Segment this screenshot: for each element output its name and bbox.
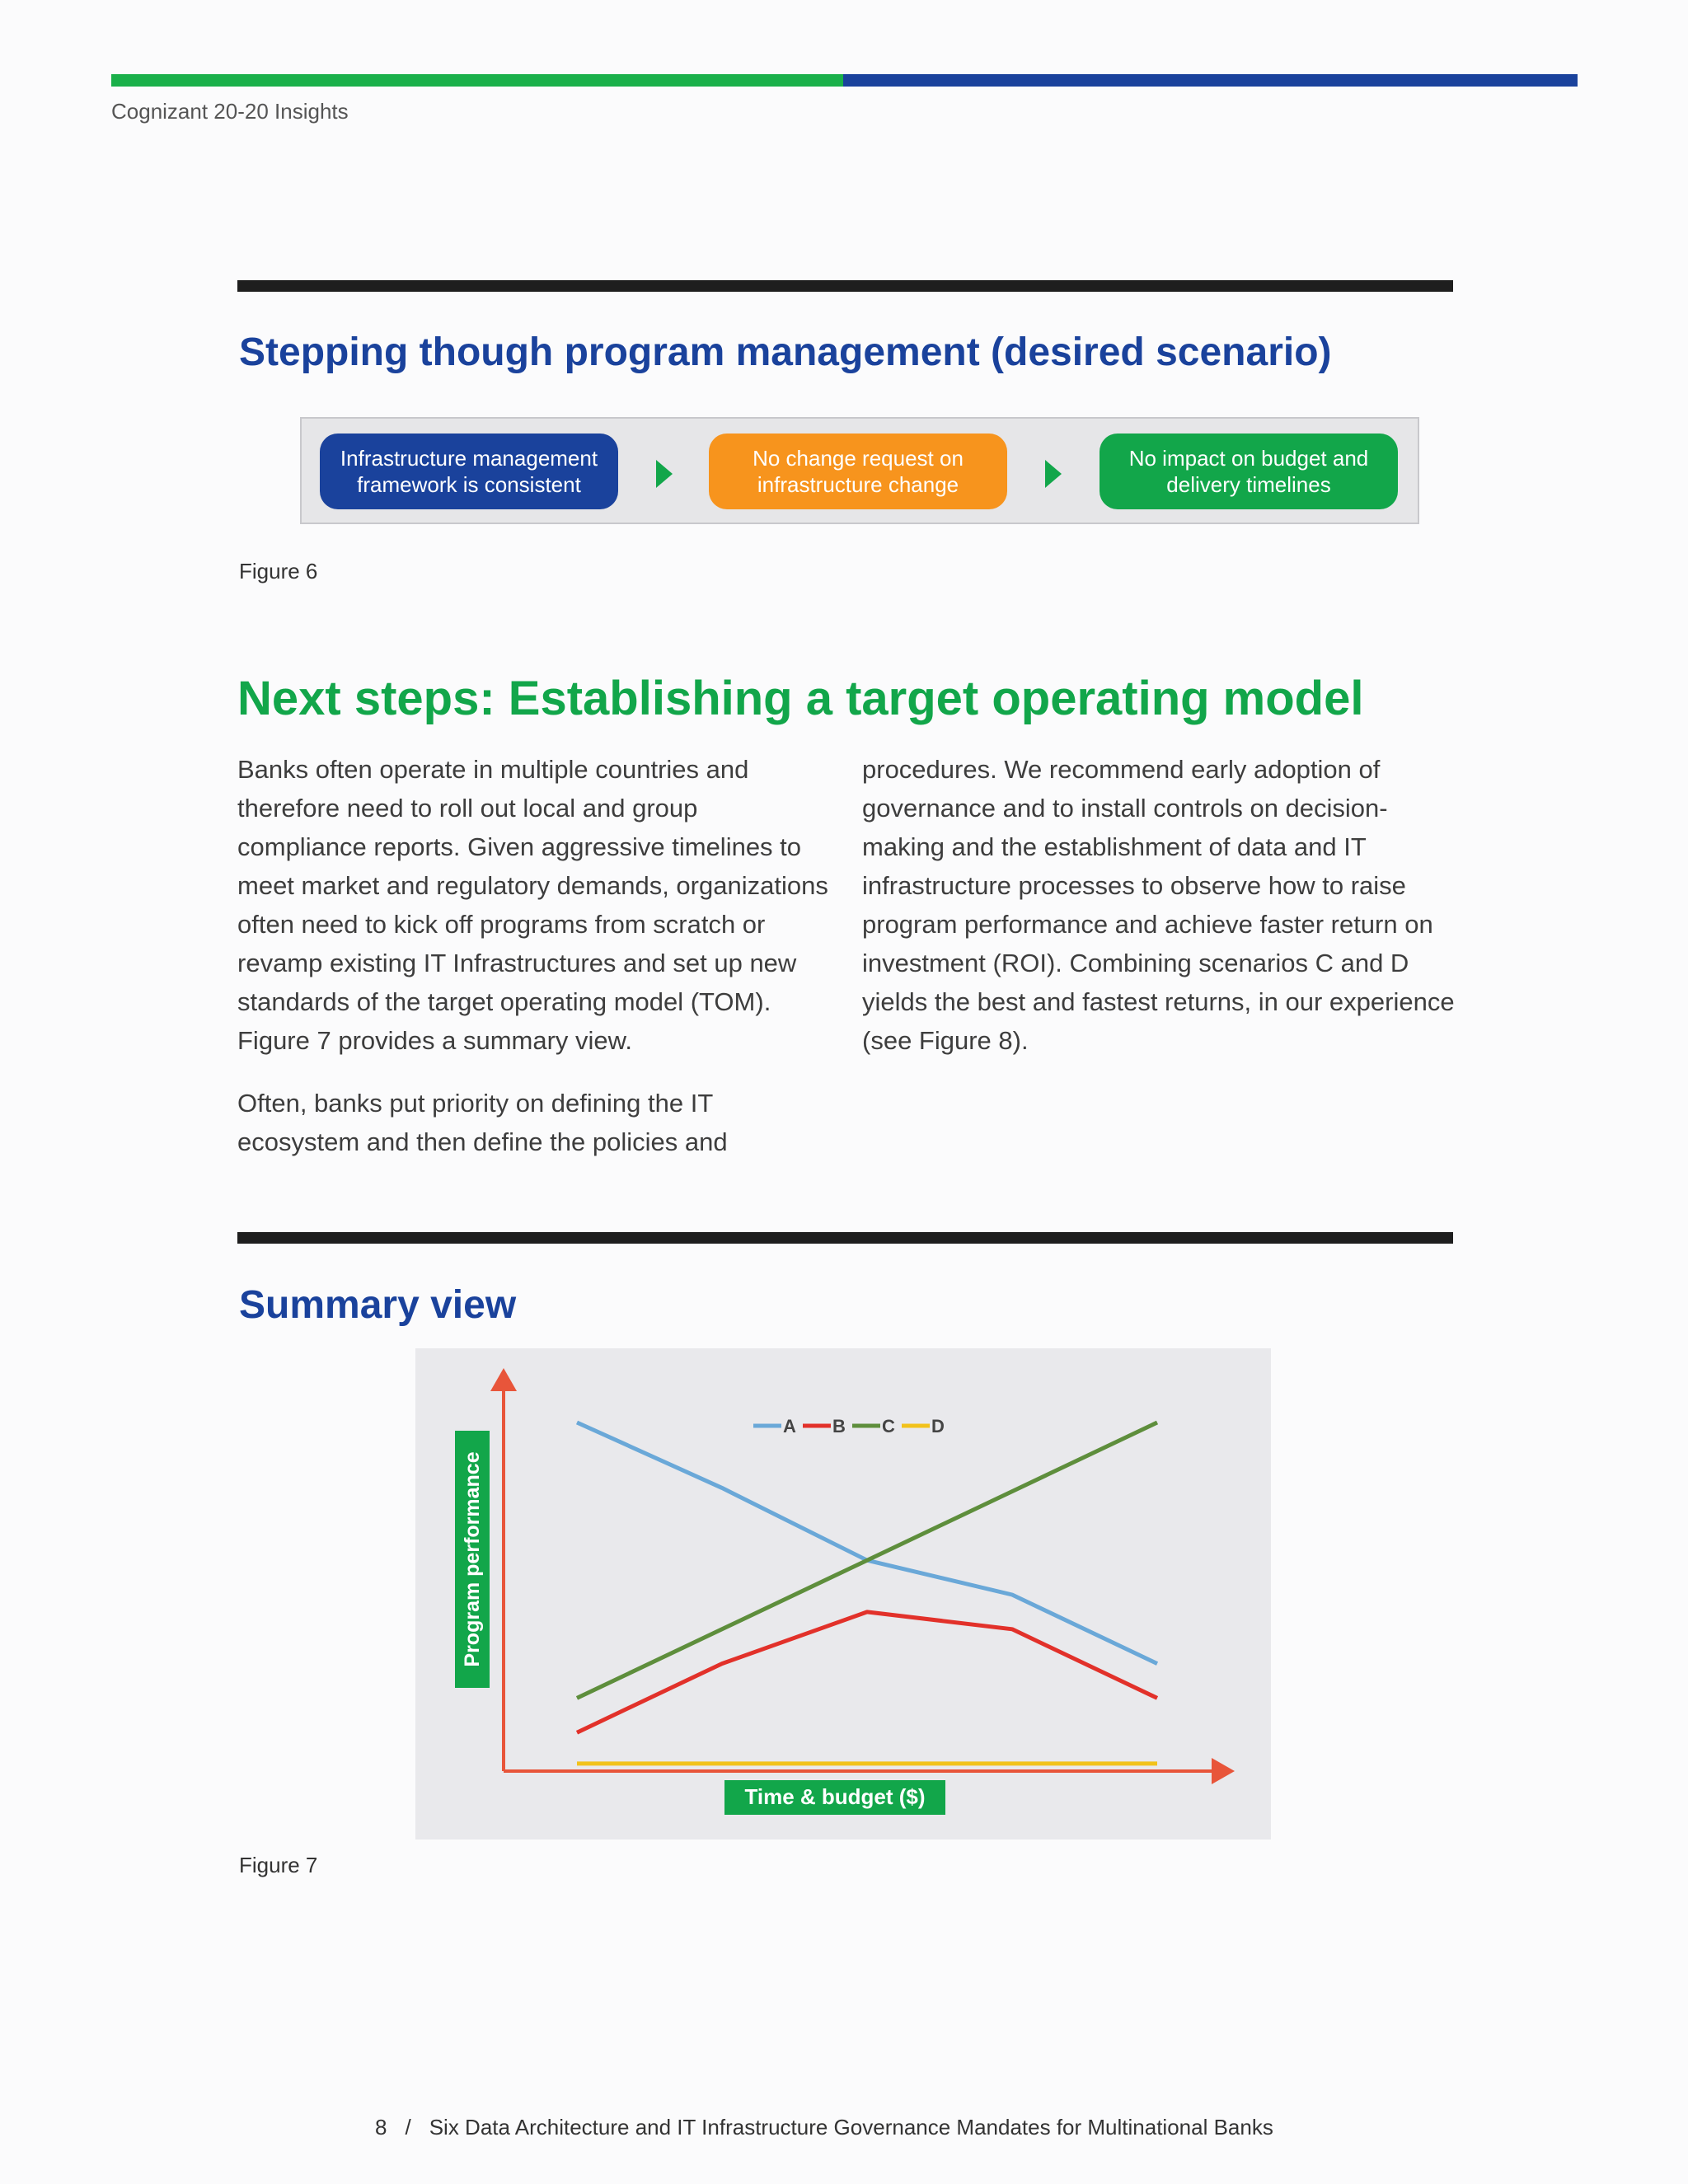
- flow-step-2: No change request on infrastructure change: [709, 434, 1007, 509]
- triangle-right-icon: [1045, 460, 1062, 488]
- process-flow: [300, 417, 1419, 524]
- body-paragraph: Often, banks put priority on defining the IT ecosystem and then define the policies and: [237, 1089, 728, 1156]
- summary-chart: [415, 1348, 1271, 1840]
- legend-label-D: D: [931, 1416, 945, 1436]
- series-line-B: [577, 1612, 1157, 1732]
- figure6-caption: Figure 6: [239, 559, 318, 583]
- y-axis-label: Program performance: [461, 1451, 484, 1667]
- chart-svg: [415, 1348, 1271, 1840]
- section-rule: [237, 1232, 1453, 1244]
- legend-label-C: C: [882, 1416, 895, 1436]
- flow-step-3: No impact on budget and delivery timelines: [1100, 434, 1398, 509]
- section-heading: Next steps: Establishing a target operating model: [237, 672, 1364, 725]
- figure7-title: Summary view: [239, 1283, 517, 1327]
- section-rule: [237, 280, 1453, 292]
- top-color-bar: [111, 74, 1578, 87]
- page-number: 8: [375, 2115, 387, 2139]
- legend-label-A: A: [783, 1416, 796, 1436]
- y-axis-arrow-icon: [490, 1368, 517, 1391]
- body-paragraph: procedures. We recommend early adoption of governance and to install controls on decision-making and the establishment of data and IT infrastructure processes to observe how to raise program performance and achieve faster return on investment (ROI). Combining scenarios C and D yields the best and fastest returns, in our experience (see Figure 8).: [862, 755, 1455, 1055]
- flow-step-1: Infrastructure management framework is consistent: [320, 434, 618, 509]
- body-paragraph: Banks often operate in multiple countries and therefore need to roll out local and group compliance reports. Given aggressive timelines to meet market and regulatory demands, organizations often need to kick off programs from scratch or revamp existing IT Infrastructures and set up new standards of the target operating model (TOM). Figure 7 provides a summary view.: [237, 755, 828, 1055]
- figure7-caption: Figure 7: [239, 1853, 318, 1877]
- figure6-title: Stepping though program management (desired scenario): [239, 330, 1332, 374]
- body-column-right: [862, 750, 1456, 1060]
- brand-header: Cognizant 20-20 Insights: [111, 99, 349, 124]
- x-axis-arrow-icon: [1212, 1758, 1235, 1784]
- series-line-A: [577, 1422, 1157, 1664]
- page-footer: [375, 2115, 1273, 2140]
- footer-separator: /: [405, 2115, 411, 2139]
- legend-label-B: B: [832, 1416, 846, 1436]
- document-title: Six Data Architecture and IT Infrastructure Governance Mandates for Multinational Banks: [429, 2115, 1273, 2139]
- triangle-right-icon: [656, 460, 673, 488]
- x-axis-label: Time & budget ($): [744, 1784, 926, 1809]
- body-column-left: [237, 750, 831, 1161]
